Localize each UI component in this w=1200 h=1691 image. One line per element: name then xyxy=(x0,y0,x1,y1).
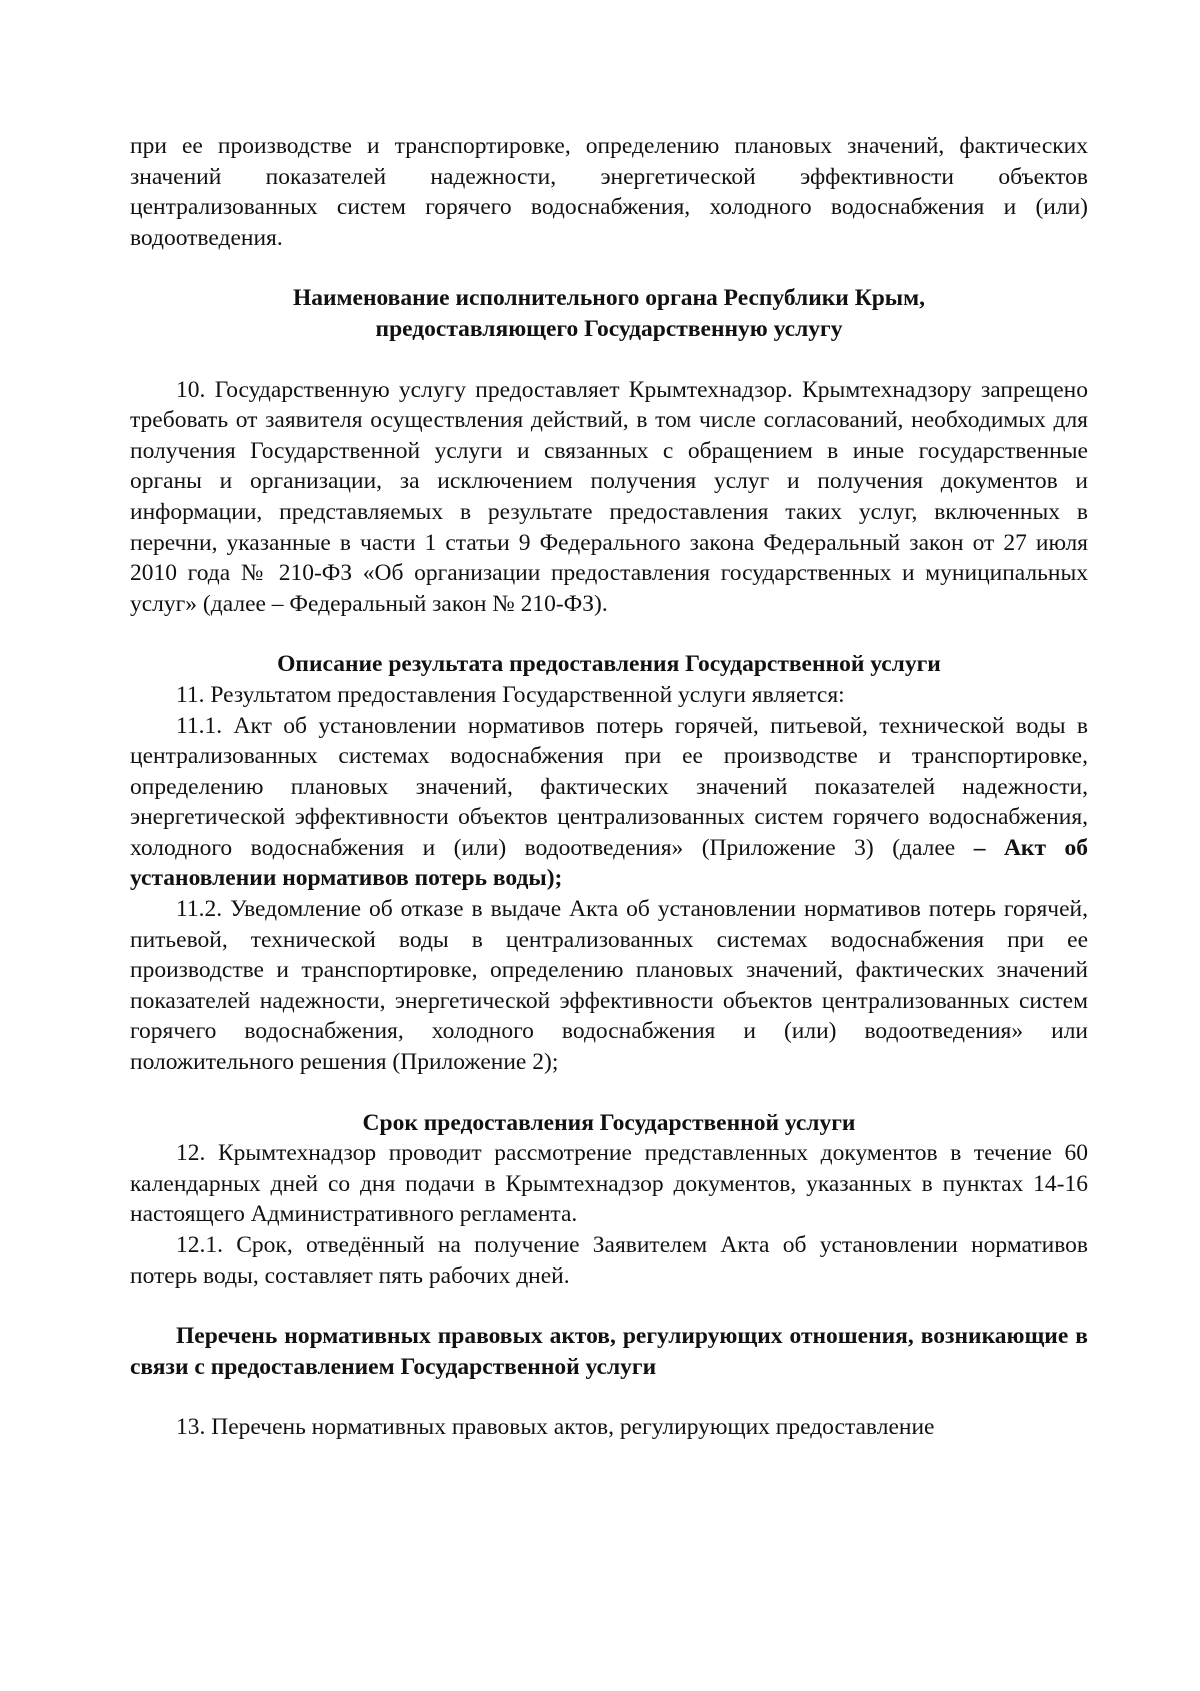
heading-authority-line1: Наименование исполнительного органа Республики Крым, xyxy=(292,285,926,312)
paragraph-11-1-text: 11.1. Акт об установлении нормативов потерь горячей, питьевой, технической воды в централизованных системах водоснабжения при ее производстве и транспортировке, определению плановых значений, фактических значений показателей надежности, энергетической эффективности объектов централизованных систем горячего водоснабжения, холодного водоснабжения и (или) водоотведения» (Приложение 3) (далее xyxy=(130,712,1088,861)
paragraph-12-1: 12.1. Срок, отведённый на получение Заявителем Акта об установлении нормативов потерь воды, составляет пять рабочих дней. xyxy=(130,1232,1088,1289)
heading-term: Срок предоставления Государственной услуги xyxy=(362,1109,856,1136)
paragraph-11: 11. Результатом предоставления Государственной услуги является: xyxy=(176,681,845,708)
document-page xyxy=(130,131,1088,1443)
intro-paragraph: при ее производстве и транспортировке, определению плановых значений, фактических значений показателей надежности, энергетической эффективности объектов централизованных систем горячего водоснабжения, холодного водоснабжения и (или) водоотведения. xyxy=(130,133,1088,251)
paragraph-12: 12. Крымтехнадзор проводит рассмотрение представленных документов в течение 60 календарных дней со дня подачи в Крымтехнадзор документов, указанных в пунктах 14-16 настоящего Административного регламента. xyxy=(130,1140,1088,1228)
paragraph-13: 13. Перечень нормативных правовых актов, регулирующих предоставление xyxy=(176,1414,935,1441)
paragraph-11-1 xyxy=(130,711,1088,895)
heading-authority-line2: предоставляющего Государственную услугу xyxy=(375,315,843,342)
heading-authority xyxy=(130,283,1088,344)
paragraph-11-1-bold: – Акт об установлении нормативов потерь воды); xyxy=(130,834,1088,892)
paragraph-10: 10. Государственную услугу предоставляет Крымтехнадзор. Крымтехнадзору запрещено требовать от заявителя осуществления действий, в том числе согласований, необходимых для получения Государственной услуги и связанных с обращением в иные государственные органы и организации, за исключением получения услуг и получения документов и информации, представляемых в результате предоставления таких услуг, включенных в перечни, указанные в части 1 статьи 9 Федерального закона Федеральный закон от 27 июля 2010 года № 210-ФЗ «Об организации предоставления государственных и муниципальных услуг» (далее – Федеральный закон № 210-ФЗ). xyxy=(130,376,1088,617)
heading-acts: Перечень нормативных правовых актов, регулирующих отношения, возникающие в связи с предоставлением Государственной услуги xyxy=(130,1323,1088,1380)
heading-result: Описание результата предоставления Государственной услуги xyxy=(277,651,941,678)
paragraph-11-2: 11.2. Уведомление об отказе в выдаче Акта об установлении нормативов потерь горячей, питьевой, технической воды в централизованных системах водоснабжения при ее производстве и транспортировке, определению плановых значений, фактических значений показателей надежности, энергетической эффективности объектов централизованных систем горячего водоснабжения, холодного водоснабжения и (или) водоотведения» или положительного решения (Приложение 2); xyxy=(130,896,1088,1076)
